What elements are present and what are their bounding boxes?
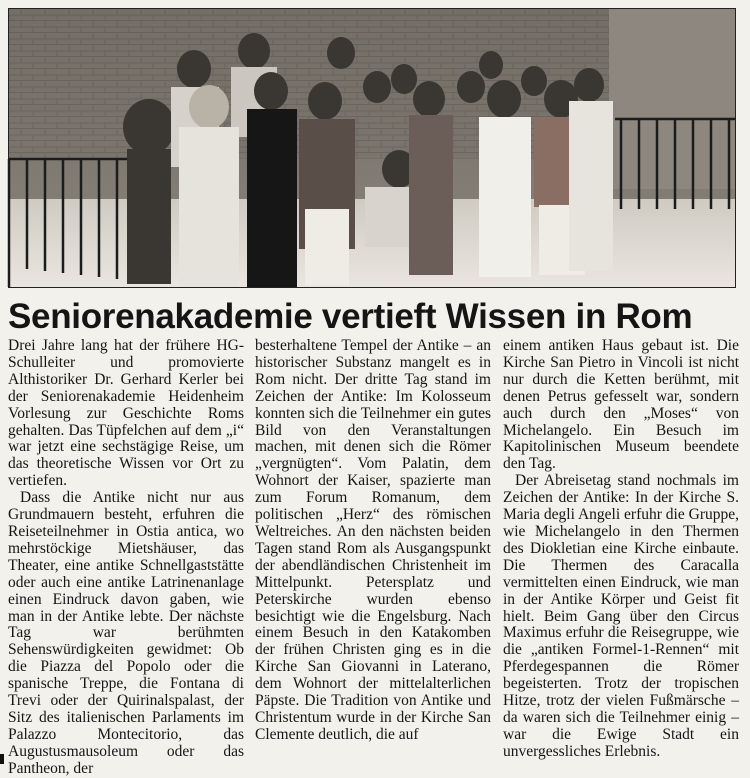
article-column-1 — [8, 337, 244, 777]
paragraph: Dass die Antike nicht nur aus Grundmauern besteht, erfuhren die Reiseteilnehmer in Ostia antica, wo mehrstöckige Mietshäuser, das Theater, eine antike Schnellgaststätte oder auch eine antike Latrinenanlage einen Eindruck davon gaben, wie man in der Antike lebte. Der nächste Tag war berühmten Sehenswürdigkeiten gewidmet: Ob die Piazza del Popolo oder die spanische Treppe, die Fontana di Trevi oder der Quirinalspalast, der Sitz des italienischen Parlaments im Palazzo Montecitorio, das Augustusmausoleum oder das Pantheon, der — [8, 489, 244, 777]
article-column-2 — [255, 338, 491, 758]
group-photo-illustration — [9, 9, 735, 287]
paragraph: Der Abreisetag stand nochmals im Zeichen der Antike: In der Kirche S. Maria degli Angeli erfuhr die Gruppe, wie Michelangelo in den Thermen des Diokletian eine Kirche einbaute. Die Thermen des Caracalla vermittelten einen Eindruck, wie man in der Antike Körper und Geist fit hielt. Beim Gang über den Circus Maximus erfuhr die Reisegruppe, wie die „antiken Formel-1-Rennen“ mit Pferdegespannen die Römer begeisterten. Trotz der tropischen Hitze, trotz der vielen Fußmärsche – da waren sich die Teilnehmer einig – war die Ewige Stadt ein unvergessliches Erlebnis. — [503, 472, 739, 760]
paragraph: Drei Jahre lang hat der frühere HG-Schulleiter und promovierte Althistoriker Dr. Gerhard Kerler bei der Seniorenakademie Heidenheim Vorlesung zur Geschichte Roms gehalten. Das Tüpfelchen auf dem „i“ war jetzt eine sechstägige Reise, um das theoretische Wissen vor Ort zu vertiefen. — [8, 337, 244, 490]
paragraph: besterhaltene Tempel der Antike – an historischer Substanz mangelt es in Rom nicht. Der dritte Tag stand im Zeichen der Antike: Im Kolosseum konnten sich die Teilnehmer ein gutes Bild von den Veranstaltungen machen, mit denen sich die Römer „vergnügten“. Vom Palatin, dem Wohnort der Kaiser, spazierte man zum Forum Romanum, dem politischen „Herz“ des römischen Weltreiches. An den nächsten beiden Tagen stand Rom als Ausgangspunkt der abendländischen Christenheit im Mittelpunkt. Petersplatz und Peterskirche wurden ebenso besichtigt wie die Engelsburg. Nach einem Besuch in den Katakomben der frühen Christen ging es in die Kirche San Giovanni in Laterano, dem Wohnort der mittelalterlichen Päpste. Die Tradition von Antike und Christentum wurde in der Kirche San Clemente deutlich, die auf — [255, 337, 491, 743]
paragraph: einem antiken Haus gebaut ist. Die Kirche San Pietro in Vincoli ist nicht nur durch die Ketten berühmt, mit denen Petrus gefesselt war, sondern auch durch den „Moses“ von Michelangelo. Ein Besuch im Kapitolinischen Museum beendete den Tag. — [503, 337, 739, 473]
article-column-3 — [503, 338, 739, 758]
headline: Seniorenakademie vertieft Wissen in Rom — [8, 297, 693, 336]
page-edge-mark — [0, 754, 4, 764]
group-photo — [8, 8, 736, 288]
